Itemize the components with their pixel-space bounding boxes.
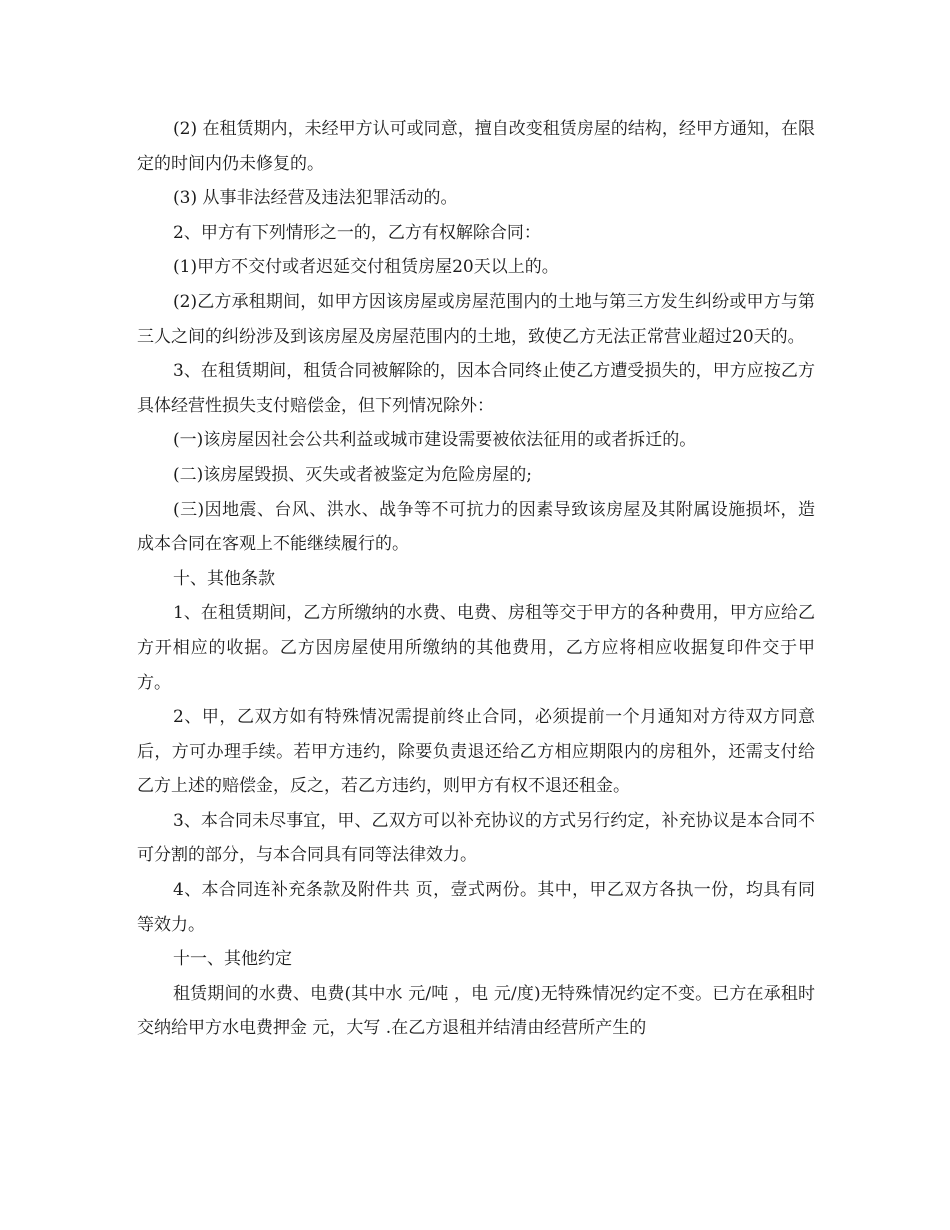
exception-3-force-majeure: (三)因地震、台风、洪水、战争等不可抗力的因素导致该房屋及其附属设施损坏，造成本合同在客观上不能继续履行的。 <box>137 499 815 555</box>
heading-other-agreements: 十一、其他约定 <box>173 949 292 970</box>
clause-3-illegal-activity: (3) 从事非法经营及违法犯罪活动的。 <box>173 188 458 209</box>
term-2-early-termination: 2、甲，乙双方如有特殊情况需提前终止合同，必须提前一个月通知对方待双方同意后，方可办理手续。若甲方违约，除要负责退还给乙方相应期限内的房租外，还需支付给乙方上述的赔偿金，反之，若乙方违约，则甲方有权不退还租金。 <box>137 707 815 797</box>
term-4-copies: 4、本合同连补充条款及附件共 页，壹式两份。其中，甲乙双方各执一份，均具有同等效力。 <box>137 880 815 935</box>
heading-other-terms: 十、其他条款 <box>173 568 275 589</box>
exception-1-expropriation: (一)该房屋因社会公共利益或城市建设需要被依法征用的或者拆迁的。 <box>173 430 697 451</box>
clause-2-structure-change: (2) 在租赁期内，未经甲方认可或同意，擅自改变租赁房屋的结构，经甲方通知，在限定的时间内仍未修复的。 <box>137 119 815 174</box>
document-body <box>137 112 815 1046</box>
term-3-supplementary-agreement: 3、本合同未尽事宜，甲、乙双方可以补充协议的方式另行约定，补充协议是本合同不可分割的部分，与本合同具有同等法律效力。 <box>137 810 815 866</box>
agreement-utilities-deposit: 租赁期间的水费、电费(其中水 元/吨 ，电 元/度)无特殊情况约定不变。已方在承租时交纳给甲方水电费押金 元，大写 .在乙方退租并结清由经营所产生的 <box>137 983 815 1039</box>
section-3-compensation: 3、在租赁期间，租赁合同被解除的，因本合同终止使乙方遭受损失的，甲方应按乙方具体经营性损失支付赔偿金，但下列情况除外： <box>137 361 815 416</box>
clause-1-late-delivery: (1)甲方不交付或者迟延交付租赁房屋20天以上的。 <box>173 257 559 278</box>
term-1-fees-receipts: 1、在租赁期间，乙方所缴纳的水费、电费、房租等交于甲方的各种费用，甲方应给乙方开相应的收据。乙方因房屋使用所缴纳的其他费用，乙方应将相应收据复印件交于甲方。 <box>137 603 815 693</box>
section-2-party-b-termination: 2、甲方有下列情形之一的，乙方有权解除合同： <box>173 222 541 243</box>
exception-2-dangerous-house: (二)该房屋毁损、灭失或者被鉴定为危险房屋的; <box>173 464 532 485</box>
clause-2-land-dispute: (2)乙方承租期间，如甲方因该房屋或房屋范围内的土地与第三方发生纠纷或甲方与第三人之间的纠纷涉及到该房屋及房屋范围内的土地，致使乙方无法正常营业超过20天的。 <box>137 291 815 347</box>
